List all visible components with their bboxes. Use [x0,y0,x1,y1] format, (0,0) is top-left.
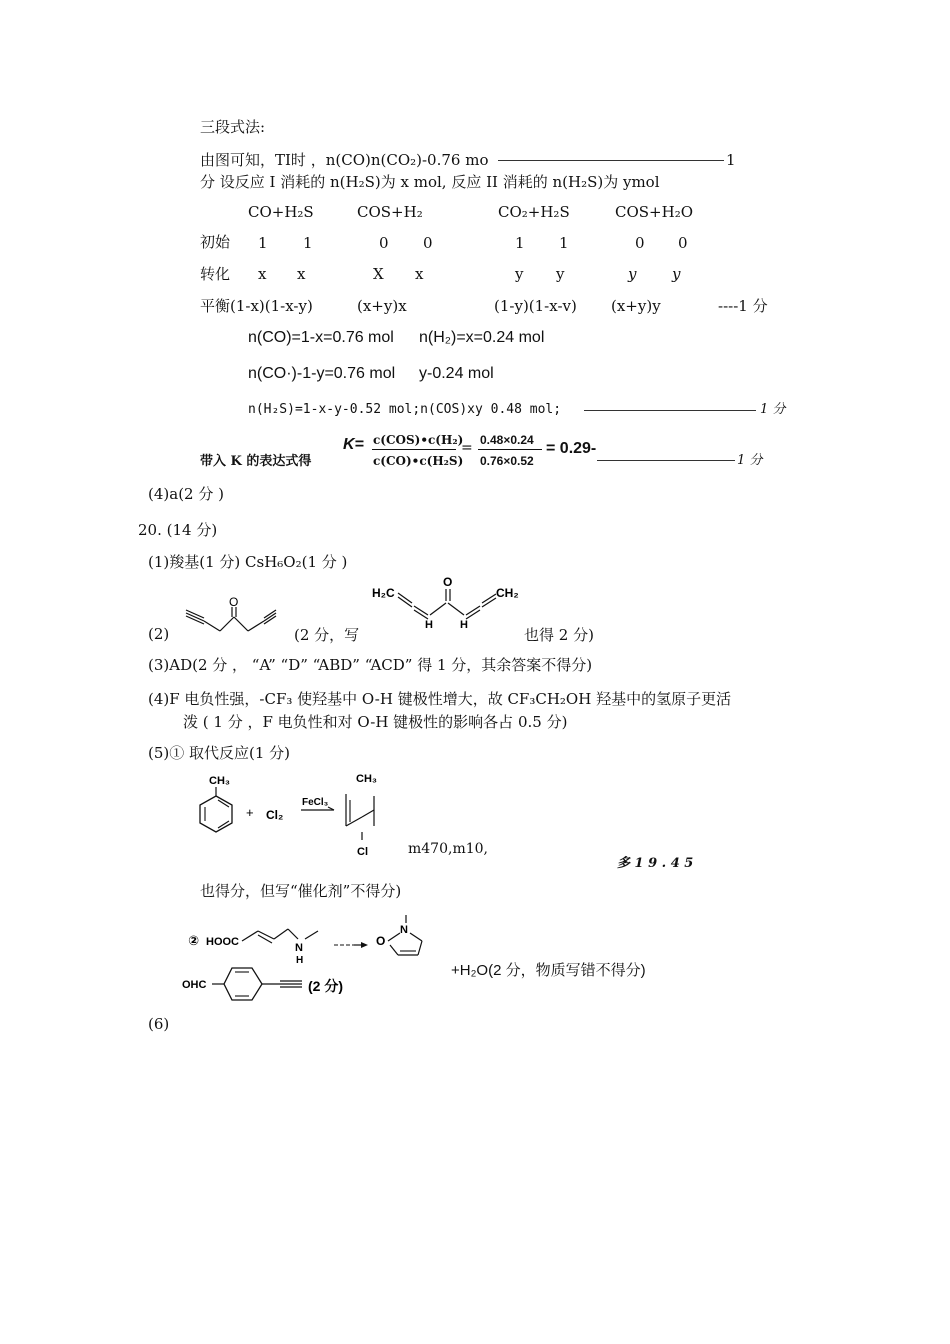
q20-part6: (6) [148,1015,170,1033]
h2c-label: H₂C [372,586,395,600]
ch3-b-label: CH₃ [356,773,377,785]
calc-h2s-cos: n(H₂S)=1-x-y-0.52 mol;n(COS)xy 0.48 mol; [248,402,562,417]
row-change-cell: x [415,265,424,283]
row-initial-cell: 0 [423,234,433,252]
k-value-denominator: 0.76×0.52 [480,454,534,468]
line-2: 分 设反应 I 消耗的 n(H₂S)为 x mol, 反应 II 消耗的 n(H₂S)为 ymol [200,173,660,191]
q20-part1: (1)羧基(1 分) CsH₆O₂(1 分 ) [148,553,348,571]
h-label: H [296,955,304,966]
cl-label: Cl [357,846,368,858]
row-balance-cell: (x+y)x [357,297,407,315]
fecl3-label: FeCl₃ [302,797,329,808]
row-change-cell: y [628,265,637,283]
ring-n-label: N [400,924,408,936]
row-initial-cell: 0 [635,234,645,252]
h1-label: H [425,619,433,631]
k-label: 带入 K 的表达式得 [200,454,312,469]
score-dash-line [498,160,724,161]
q19-part4: (4)a(2 分 ) [148,485,224,503]
eq-header-2: COS+H₂ [357,203,423,221]
plus-sign: + [246,805,254,820]
k-denominator: c(CO)•c(H₂S) [373,454,464,468]
k-equals: = [461,440,473,456]
line-1-text: 由图可知，TI时 ，n(CO)n(CO₂)-0.76 mo [200,151,489,169]
row-change-cell: x [297,265,306,283]
noise-text: m470,m10, [408,841,488,857]
calc-co-y: n(CO·)-1-y=0.76 mol [248,365,396,382]
h2-label: H [460,619,468,631]
score-dash-line [584,410,756,411]
chlorination-reaction [180,770,400,860]
score-dash-line [597,460,735,461]
q20-part2-label: (2) [148,625,170,643]
calc-y: y-0.24 mol [419,365,494,382]
k-result: = 0.29- [546,440,597,457]
o-label: O [376,934,386,948]
row-balance-cell: (1-y)(1-x-v) [494,297,577,315]
hexadiynone-structure [186,595,276,640]
row-change-label: 转化 [200,265,231,283]
row-initial-cell: 1 [258,234,268,252]
row-initial-cell: 0 [379,234,389,252]
water-note: +H₂O(2 分，物质写错不得分) [451,962,646,979]
eq-header-1: CO+H₂S [248,203,314,221]
circle-2-label: ② [188,933,200,948]
allene-ketone-structure [370,575,540,630]
row-balance-label: 平衡 [200,297,231,315]
calc-3-score: 1 分 [760,402,786,417]
row-change-cell: x [258,265,267,283]
method-title: 三段式法: [200,118,266,136]
q20-part5-1: (5)① 取代反应(1 分) [148,744,291,762]
row-balance-score: ----1 分 [718,297,768,315]
row-initial-label: 初始 [200,233,231,251]
q20-part5-note: 也得分，但写“催化剂”不得分) [200,882,402,900]
ohc-score: (2 分) [308,978,343,994]
eq-header-4: COS+H₂O [615,203,694,221]
ch3-a-label: CH₃ [209,775,230,787]
k-value-bar [478,449,542,450]
q20-part4-line1: (4)F 电负性强，-CF₃ 使羟基中 O-H 键极性增大，故 CF₃CH₂OH 羟基中的氢原子更活 [148,690,732,708]
q20-part4-line2: 泼 ( 1 分 ，F 电负性和对 O-H 键极性的影响各占 0.5 分) [183,713,568,731]
k-symbol: K= [343,436,364,453]
calc-co: n(CO)=1-x=0.76 mol [248,329,394,346]
row-change-cell: y [515,265,524,283]
n-label: N [295,942,303,954]
noise-text-2: 多 1 9 . 4 5 [617,856,694,871]
row-change-cell: X [373,265,384,283]
row-balance-cell: (x+y)y [611,297,661,315]
k-fraction-bar [372,449,456,450]
row-initial-cell: 1 [303,234,313,252]
aldehyde-alkyne-structure [180,958,390,1008]
row-initial-cell: 0 [678,234,688,252]
q20-title: 20. (14 分) [138,521,218,539]
row-balance-cell: (1-x)(1-x-y) [230,297,313,315]
eq-header-3: CO₂+H₂S [498,203,570,221]
q20-part2-end: 也得 2 分) [524,626,594,644]
carbonyl-o-label: O [229,595,239,609]
k-numerator: c(COS)•c(H₂) [373,433,464,447]
row-initial-cell: 1 [559,234,569,252]
row-initial-cell: 1 [515,234,525,252]
o-label: O [443,575,453,589]
ohc-label: OHC [182,979,207,991]
calc-h2: n(H₂)=x=0.24 mol [419,329,545,346]
row-change-cell: y [556,265,565,283]
line-1-score: 1 [726,151,736,169]
k-score: 1 分 [737,453,763,468]
row-change-cell: y [672,265,681,283]
cl2-label: Cl₂ [266,808,284,822]
q20-part2-mid: (2 分，写 [294,626,360,644]
line-1 [200,151,488,169]
k-value-numerator: 0.48×0.24 [480,433,534,447]
hooc-label: HOOC [206,936,239,948]
q20-part3: (3)AD(2 分 ， “A” “D” “ABD” “ACD” 得 1 分，其余答案不得分) [148,656,593,674]
ch2-label: CH₂ [496,586,519,600]
